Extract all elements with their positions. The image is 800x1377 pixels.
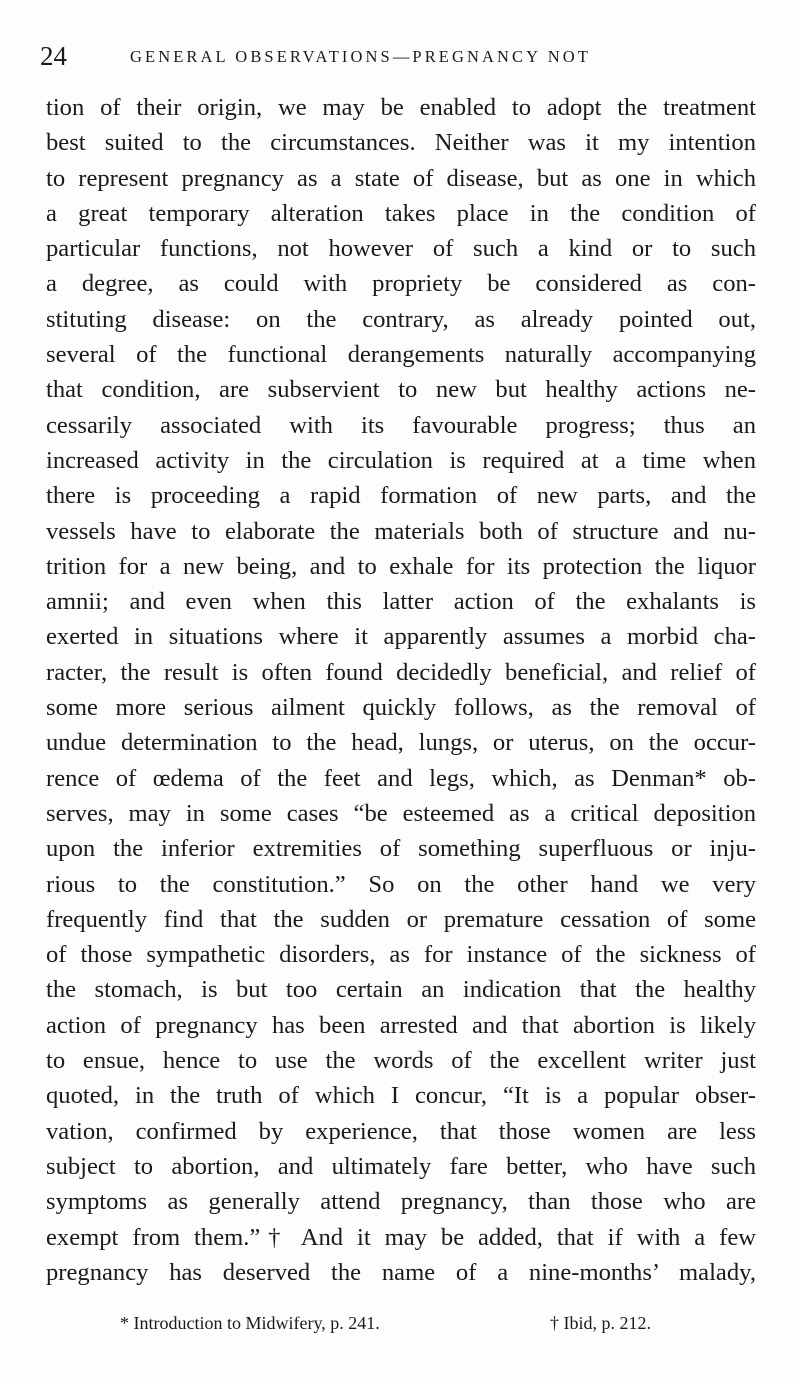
text-line: vation, confirmed by experience, that those women are less bbox=[46, 1117, 756, 1145]
text-line: the stomach, is but too certain an indication that the healthy bbox=[46, 976, 756, 1004]
text-line: upon the inferior extremities of something superfluous or inju- bbox=[46, 835, 756, 863]
text-line: symptoms as generally attend pregnancy, than those who are bbox=[46, 1188, 756, 1216]
footnotes bbox=[120, 1308, 720, 1338]
text-line: there is proceeding a rapid formation of new parts, and the bbox=[46, 482, 756, 510]
text-line: particular functions, not however of such a kind or to such bbox=[46, 235, 756, 263]
text-line: that condition, are subservient to new but healthy actions ne- bbox=[46, 376, 756, 404]
text-line: to represent pregnancy as a state of disease, but as one in which bbox=[46, 164, 756, 192]
text-line: some more serious ailment quickly follows, as the removal of bbox=[46, 694, 756, 722]
text-line: serves, may in some cases “be esteemed as a critical deposition bbox=[46, 799, 756, 827]
text-line: several of the functional derangements naturally accompanying bbox=[46, 341, 756, 369]
text-line: trition for a new being, and to exhale for its protection the liquor bbox=[46, 552, 756, 580]
text-line: stituting disease: on the contrary, as already pointed out, bbox=[46, 305, 756, 333]
text-line: vessels have to elaborate the materials both of structure and nu- bbox=[46, 517, 756, 545]
text-line: a great temporary alteration takes place in the condition of bbox=[46, 199, 756, 227]
text-line: amnii; and even when this latter action of the exhalants is bbox=[46, 588, 756, 616]
text-line: best suited to the circumstances. Neither was it my intention bbox=[46, 129, 756, 157]
text-line: of those sympathetic disorders, as for instance of the sickness of bbox=[46, 941, 756, 969]
running-head: GENERAL OBSERVATIONS—PREGNANCY NOT bbox=[130, 47, 591, 66]
text-line: cessarily associated with its favourable progress; thus an bbox=[46, 411, 756, 439]
text-line: tion of their origin, we may be enabled to adopt the treatment bbox=[46, 94, 756, 121]
footnote-denman: * Introduction to Midwifery, p. 241. bbox=[120, 1313, 380, 1333]
text-line: pregnancy has deserved the name of a nine-months’ malady, bbox=[46, 1258, 756, 1286]
text-line: to ensue, hence to use the words of the excellent writer just bbox=[46, 1047, 756, 1075]
text-line: exerted in situations where it apparently assumes a morbid cha- bbox=[46, 623, 756, 651]
footnote-ibid: † Ibid, p. 212. bbox=[550, 1313, 651, 1333]
text-line: rence of œdema of the feet and legs, which, as Denman* ob- bbox=[46, 764, 756, 792]
text-line: action of pregnancy has been arrested and that abortion is likely bbox=[46, 1011, 756, 1039]
text-line: frequently find that the sudden or premature cessation of some bbox=[46, 905, 756, 933]
text-line: quoted, in the truth of which I concur, “It is a popular obser- bbox=[46, 1082, 756, 1110]
text-line: a degree, as could with propriety be considered as con- bbox=[46, 270, 756, 298]
text-line: racter, the result is often found decidedly beneficial, and relief of bbox=[46, 658, 756, 686]
page-header bbox=[40, 38, 780, 78]
page-number: 24 bbox=[40, 41, 67, 71]
text-line: rious to the constitution.” So on the other hand we very bbox=[46, 870, 756, 898]
text-line: increased activity in the circulation is required at a time when bbox=[46, 446, 756, 474]
body-text bbox=[46, 90, 756, 1290]
text-line: subject to abortion, and ultimately fare better, who have such bbox=[46, 1152, 756, 1180]
text-line: exempt from them.”† And it may be added, that if with a few bbox=[46, 1223, 756, 1251]
text-line: undue determination to the head, lungs, or uterus, on the occur- bbox=[46, 729, 756, 757]
